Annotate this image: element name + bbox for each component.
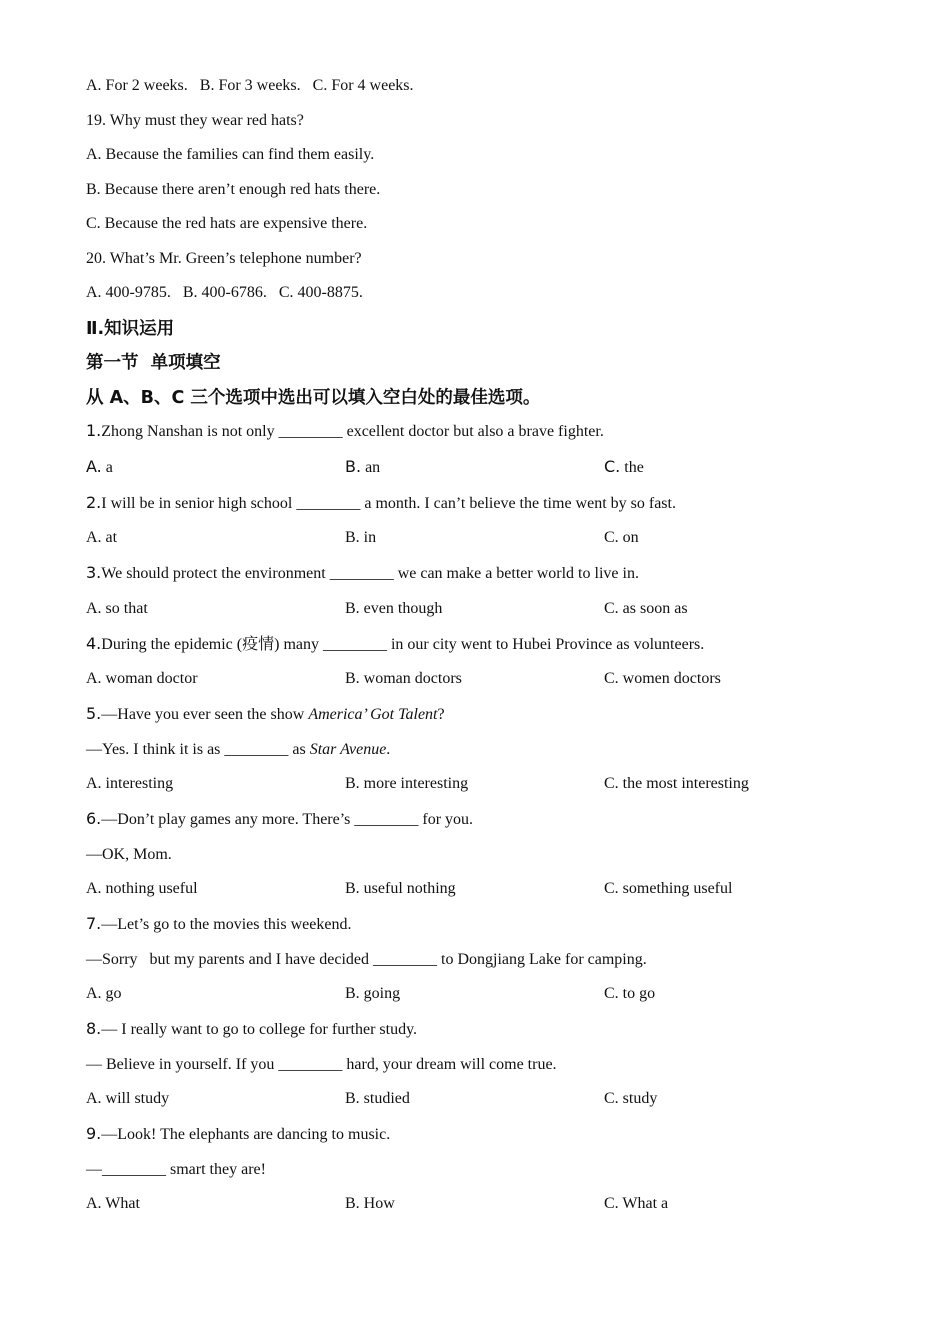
question-number: 4. bbox=[86, 633, 102, 653]
option-c: C. study bbox=[604, 1090, 658, 1107]
question-9 bbox=[86, 1124, 886, 1145]
question-8-options bbox=[86, 1089, 886, 1109]
question-text: —Look! The elephants are dancing to music. bbox=[101, 1126, 391, 1143]
question-number: 5. bbox=[86, 704, 102, 723]
question-text-end: ? bbox=[437, 706, 445, 723]
show-title: America’ Got Talent bbox=[308, 706, 438, 723]
q20-options: A. 400-9785. B. 400-6786. C. 400-8875. bbox=[86, 284, 363, 301]
question-6 bbox=[86, 809, 886, 830]
question-1-options bbox=[86, 457, 886, 478]
question-2 bbox=[86, 493, 886, 514]
question-text: I will be in senior high school ________ a month. I can’t believe the time went by so fast. bbox=[101, 494, 676, 512]
question-number: 7. bbox=[86, 914, 102, 933]
question-7-options bbox=[86, 984, 886, 1004]
question-1 bbox=[86, 421, 886, 442]
question-number: 3. bbox=[86, 563, 102, 582]
option-c: C. the bbox=[604, 456, 644, 476]
question-8-reply: — Believe in yourself. If you ________ hard, your dream will come true. bbox=[86, 1055, 557, 1073]
option-a: A. at bbox=[86, 529, 118, 546]
option-a: A. a bbox=[86, 456, 113, 476]
question-3-options bbox=[86, 599, 886, 619]
question-5-reply bbox=[86, 740, 886, 760]
section-subtitle: 第一节 单项填空 bbox=[86, 353, 221, 373]
option-c: C. women doctors bbox=[604, 670, 721, 687]
question-2-options bbox=[86, 528, 886, 548]
question-text: We should protect the environment ________ we can make a better world to live in. bbox=[101, 565, 639, 582]
option-c: C. What a bbox=[604, 1195, 669, 1212]
section-instruction: 从 A、B、C 三个选项中选出可以填入空白处的最佳选项。 bbox=[86, 387, 541, 408]
q19-question: 19. Why must they wear red hats? bbox=[86, 111, 304, 129]
reply-text-end: . bbox=[386, 740, 391, 758]
option-b: B. even though bbox=[345, 599, 443, 617]
option-a: A. nothing useful bbox=[86, 880, 198, 897]
q18-options: A. For 2 weeks. B. For 3 weeks. C. For 4 weeks. bbox=[86, 77, 414, 94]
q19-option-a: A. Because the families can find them easily. bbox=[86, 146, 375, 163]
option-b: B. in bbox=[345, 529, 377, 546]
option-a: A. so that bbox=[86, 599, 148, 617]
option-c: C. to go bbox=[604, 985, 656, 1002]
question-7-reply: —Sorry but my parents and I have decided ________ to Dongjiang Lake for camping. bbox=[86, 950, 647, 968]
option-c: C. something useful bbox=[604, 880, 733, 897]
q19-option-c: C. Because the red hats are expensive there. bbox=[86, 215, 368, 232]
question-6-reply: —OK, Mom. bbox=[86, 845, 172, 863]
question-number: 8. bbox=[86, 1019, 102, 1038]
option-a: A. woman doctor bbox=[86, 670, 198, 687]
show-title: Star Avenue bbox=[309, 740, 387, 758]
question-number: 6. bbox=[86, 809, 102, 828]
option-a: A. go bbox=[86, 985, 122, 1002]
option-b: B. studied bbox=[345, 1090, 410, 1107]
option-c: C. the most interesting bbox=[604, 775, 749, 792]
option-b: B. going bbox=[345, 985, 401, 1002]
exam-page bbox=[86, 76, 886, 1229]
q19-option-b: B. Because there aren’t enough red hats there. bbox=[86, 180, 381, 198]
question-text: During the epidemic (疫情) many ________ in our city went to Hubei Province as volunteers. bbox=[101, 635, 705, 653]
question-text: —Let’s go to the movies this weekend. bbox=[101, 916, 352, 933]
option-c: C. as soon as bbox=[604, 599, 688, 617]
question-7 bbox=[86, 914, 886, 935]
question-5 bbox=[86, 704, 886, 725]
question-4 bbox=[86, 634, 886, 655]
option-b: B. useful nothing bbox=[345, 880, 456, 897]
question-text: — I really want to go to college for further study. bbox=[101, 1021, 418, 1038]
question-number: 2. bbox=[86, 492, 102, 512]
reply-text: —Yes. I think it is as ________ as bbox=[86, 740, 310, 758]
question-number: 1. bbox=[86, 421, 102, 440]
question-9-options bbox=[86, 1194, 886, 1214]
option-b: B. more interesting bbox=[345, 775, 469, 792]
option-a: A. What bbox=[86, 1195, 140, 1212]
question-8 bbox=[86, 1019, 886, 1040]
question-text: —Don’t play games any more. There’s ________ for you. bbox=[101, 811, 474, 828]
question-3 bbox=[86, 563, 886, 584]
question-5-options bbox=[86, 774, 886, 794]
option-b: B. woman doctors bbox=[345, 670, 462, 687]
question-number: 9. bbox=[86, 1124, 102, 1143]
option-b: B. an bbox=[345, 456, 381, 476]
option-c: C. on bbox=[604, 529, 639, 546]
question-4-options bbox=[86, 669, 886, 689]
q20-question: 20. What’s Mr. Green’s telephone number? bbox=[86, 249, 362, 267]
question-6-options bbox=[86, 879, 886, 899]
question-text: —Have you ever seen the show bbox=[101, 706, 309, 723]
question-text: Zhong Nanshan is not only ________ excellent doctor but also a brave fighter. bbox=[101, 423, 604, 440]
option-a: A. will study bbox=[86, 1090, 170, 1107]
section-title: Ⅱ.知识运用 bbox=[86, 318, 175, 339]
option-b: B. How bbox=[345, 1195, 395, 1212]
question-9-reply: —________ smart they are! bbox=[86, 1160, 266, 1178]
option-a: A. interesting bbox=[86, 775, 174, 792]
